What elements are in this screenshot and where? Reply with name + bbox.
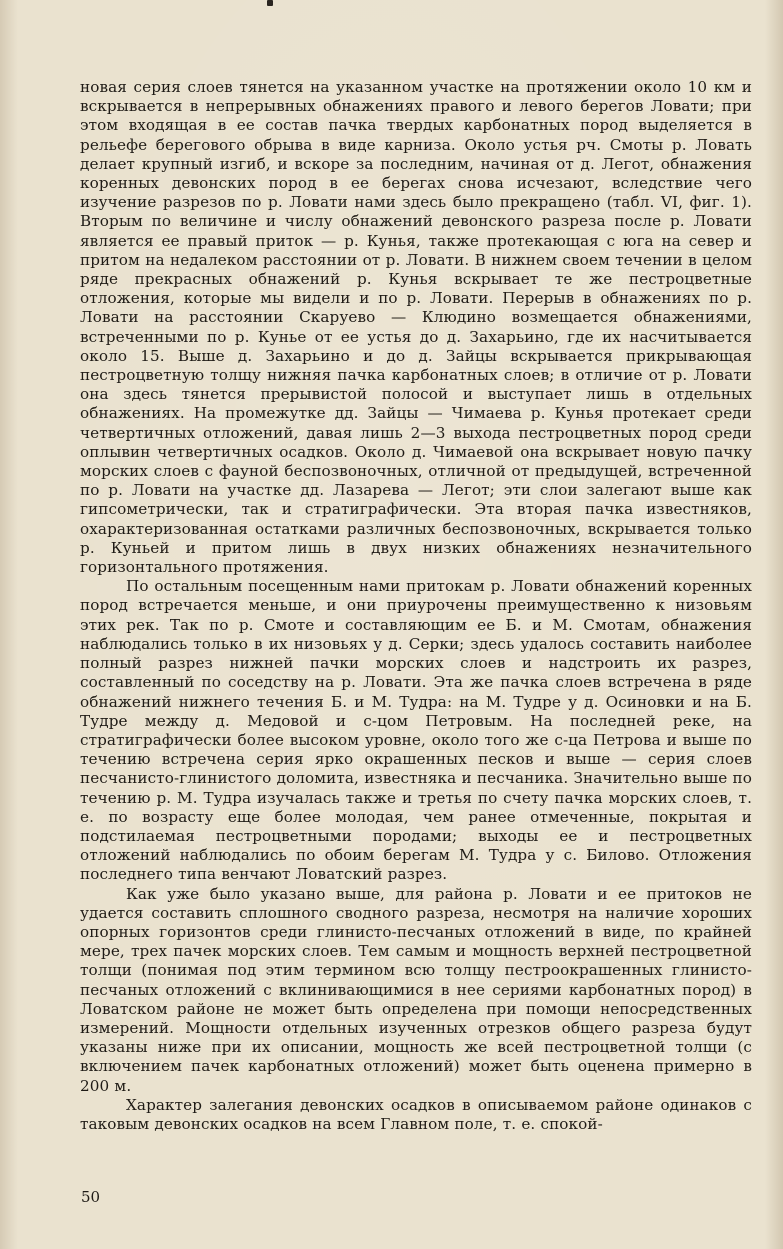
page-number: 50 [81, 1188, 101, 1206]
print-mark [267, 0, 273, 6]
paragraph-4: Характер залегания девонских осадков в описываемом районе одинаков с таковым девонских осадков на всем Главном поле, т. е. спокой- [80, 1095, 752, 1133]
body-text [80, 78, 752, 1134]
paragraph-2: По остальным посещенным нами притокам р. Ловати обнажений коренных пород встречается меньше, и они приурочены преимущественно к низовьям этих рек. Так по р. Смоте и составляющим ее Б. и М. Смотам, обнажения наблюдались только в их низовьях у д. Серки; здесь удалось составить наиболее полный разрез нижней пачки морских слоев и надстроить их разрез, составленный по соседству на р. Ловати. Эта же пачка слоев встречена в ряде обнажений нижнего течения Б. и М. Тудра: на М. Тудре у д. Осиновки и на Б. Тудре между д. Медовой и с-цом Петровым. На последней реке, на стратиграфически более высоком уровне, около того же с-ца Петрова и выше по течению встречена серия ярко окрашенных песков и выше — серия слоев песчанисто-глинистого доломита, известняка и песчаника. Значительно выше по течению р. М. Тудра изучалась также и третья по счету пачка морских слоев, т. е. по возрасту еще более молодая, чем ранее отмеченные, покрытая и подстилаемая пестроцветными породами; выходы ее и пестроцветных отложений наблюдались по обоим берегам М. Тудра у с. Билово. Отложения последнего типа венчают Ловатский разрез. [80, 577, 752, 884]
paragraph-1: новая серия слоев тянется на указанном участке на протяжении около 10 км и вскрывается в непрерывных обнажениях правого и левого берегов Ловати; при этом входящая в ее состав пачка твердых карбонатных пород выделяется в рельефе берегового обрыва в виде карниза. Около устья рч. Смоты р. Ловать делает крупный изгиб, и вскоре за последним, начиная от д. Легот, обнажения коренных девонских пород в ее берегах снова исчезают, вследствие чего изучение разрезов по р. Ловати нами здесь было прекращено (табл. VI, фиг. 1). Вторым по величине и числу обнажений девонского разреза после р. Ловати является ее правый приток — р. Кунья, также протекающая с юга на север и притом на недалеком расстоянии от р. Ловати. В нижнем своем течении в целом ряде прекрасных обнажений р. Кунья вскрывает те же пестроцветные отложения, которые мы видели и по р. Ловати. Перерыв в обнажениях по р. Ловати на расстоянии Скаруево — Клюдино возмещается обнажениями, встреченными по р. Кунье от ее устья до д. Захарьино, где их насчитывается около 15. Выше д. Захарьино и до д. Зайцы вскрывается прикрывающая пестроцветную толщу нижняя пачка карбонатных слоев; в отличие от р. Ловати она здесь тянется прерывистой полосой и выступает лишь в отдельных обнажениях. На промежутке дд. Зайцы — Чимаева р. Кунья протекает среди четвертичных отложений, давая лишь 2—3 выхода пестроцветных пород среди оплывин четвертичных осадков. Около д. Чимаевой она вскрывает новую пачку морских слоев с фауной беспозвоночных, отличной от предыдущей, встреченной по р. Ловати на участке дд. Лазарева — Легот; эти слои залегают выше как гипсометрически, так и стратиграфически. Эта вторая пачка известняков, охарактеризованная остатками различных беспозвоночных, вскрывается только р. Куньей и притом лишь в двух низких обнажениях незначительного горизонтального протяжения. [80, 78, 752, 577]
paragraph-3: Как уже было указано выше, для района р. Ловати и ее притоков не удается составить сплошного сводного разреза, несмотря на наличие хороших опорных горизонтов среди глинисто-песчаных отложений в виде, по крайней мере, трех пачек морских слоев. Тем самым и мощность верхней пестроцветной толщи (понимая под этим термином всю толщу пестроокрашенных глинисто-песчаных отложений с вклинивающимися в нее сериями карбонатных пород) в Ловатском районе не может быть определена при помощи непосредственных измерений. Мощности отдельных изученных отрезков общего разреза будут указаны ниже при их описании, мощность же всей пестроцветной толщи (с включением пачек карбонатных отложений) может быть оценена примерно в 200 м. [80, 884, 752, 1095]
